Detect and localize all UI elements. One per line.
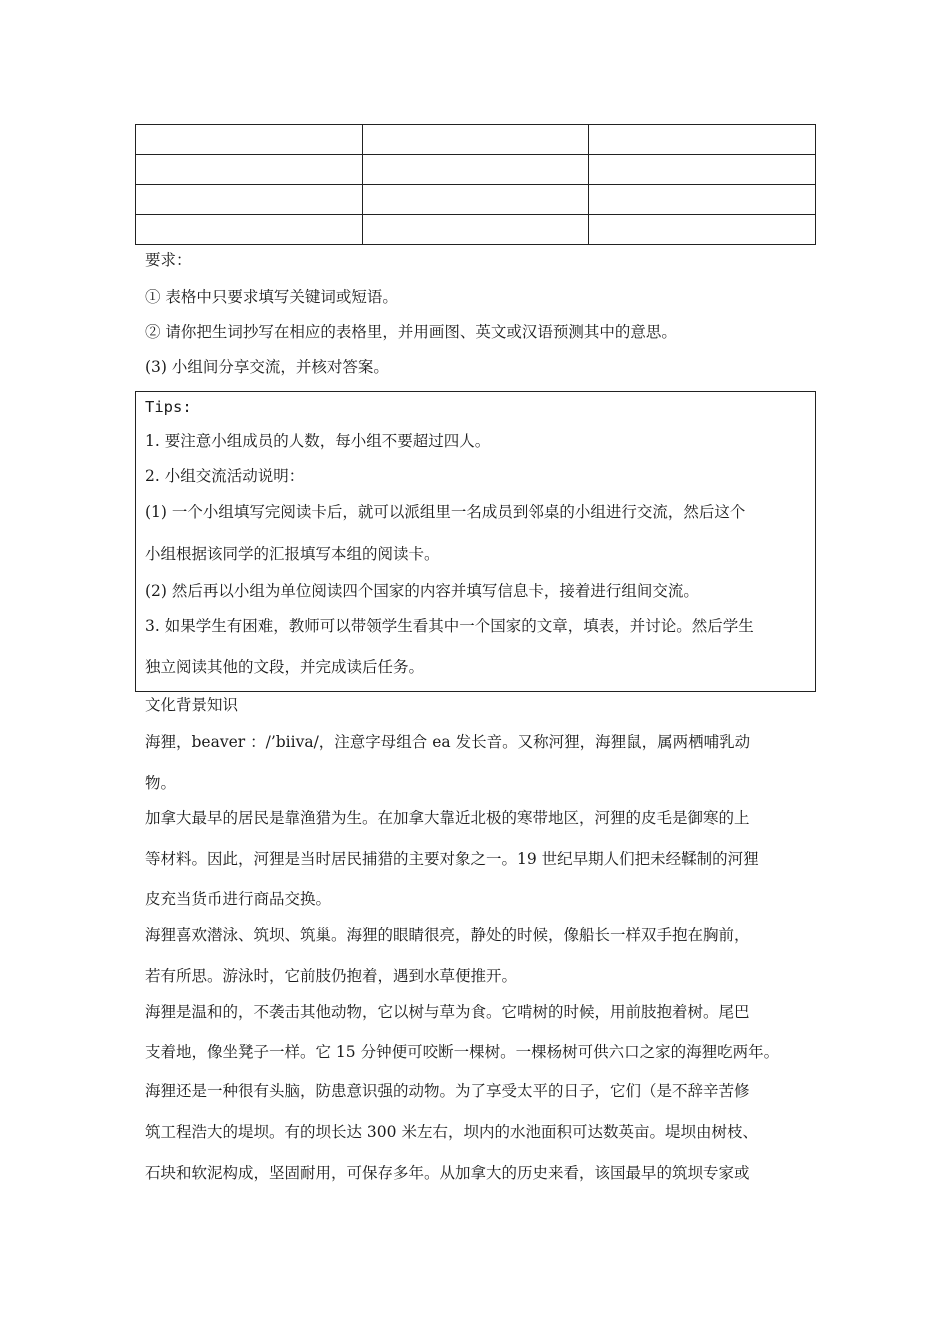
tips-line: (1) 一个小组填写完阅读卡后，就可以派组里一名成员到邻桌的小组进行交流，然后这个 xyxy=(145,503,746,521)
background-heading: 文化背景知识 xyxy=(145,696,239,714)
requirement-item: ② 请你把生词抄写在相应的表格里，并用画图、英文或汉语预测其中的意思。 xyxy=(145,323,677,341)
tips-line: 小组根据该同学的汇报填写本组的阅读卡。 xyxy=(145,545,440,563)
table-cell xyxy=(589,185,816,215)
background-line: 加拿大最早的居民是靠渔猎为生。在加拿大靠近北极的寒带地区，河狸的皮毛是御寒的上 xyxy=(145,809,750,827)
background-line: 海狸是温和的，不袭击其他动物，它以树与草为食。它啃树的时候，用前肢抱着树。尾巴 xyxy=(145,1003,750,1021)
table-cell xyxy=(362,125,589,155)
background-line: 海狸还是一种很有头脑，防患意识强的动物。为了享受太平的日子，它们（是不辞辛苦修 xyxy=(145,1082,750,1100)
table-cell xyxy=(362,155,589,185)
tips-line: 独立阅读其他的文段，并完成读后任务。 xyxy=(145,658,425,676)
background-line: 支着地，像坐凳子一样。它 15 分钟便可咬断一棵树。一棵杨树可供六口之家的海狸吃两年。 xyxy=(145,1043,780,1061)
tips-line: 1. 要注意小组成员的人数，每小组不要超过四人。 xyxy=(145,432,491,450)
background-line: 物。 xyxy=(145,774,177,792)
table-cell xyxy=(136,215,363,245)
background-line: 海狸喜欢潜泳、筑坝、筑巢。海狸的眼睛很亮，静处的时候，像船长一样双手抱在胸前， xyxy=(145,926,750,944)
tips-line: 3. 如果学生有困难，教师可以带领学生看其中一个国家的文章，填表，并讨论。然后学生 xyxy=(145,617,754,635)
background-line: 石块和软泥构成，坚固耐用，可保存多年。从加拿大的历史来看，该国最早的筑坝专家或 xyxy=(145,1164,750,1182)
tips-line: (2) 然后再以小组为单位阅读四个国家的内容并填写信息卡，接着进行组间交流。 xyxy=(145,582,699,600)
table-cell xyxy=(589,215,816,245)
table-cell xyxy=(362,185,589,215)
tips-box xyxy=(135,391,816,692)
table-row xyxy=(136,215,816,245)
background-line: 等材料。因此，河狸是当时居民捕猎的主要对象之一。19 世纪早期人们把未经鞣制的河狸 xyxy=(145,850,759,868)
tips-line: 2. 小组交流活动说明： xyxy=(145,467,305,485)
table-row xyxy=(136,155,816,185)
table-cell xyxy=(589,125,816,155)
requirements-heading: 要求： xyxy=(145,251,192,269)
table-cell xyxy=(136,155,363,185)
tips-title: Tips: xyxy=(145,398,192,416)
table-cell xyxy=(136,125,363,155)
table-row xyxy=(136,125,816,155)
reading-card-table xyxy=(135,124,816,245)
table-row xyxy=(136,185,816,215)
background-line: 筑工程浩大的堤坝。有的坝长达 300 米左右，坝内的水池面积可达数英亩。堤坝由树枝、 xyxy=(145,1123,758,1141)
background-line: 海狸，beaver ：/’biiva/，注意字母组合 ea 发长音。又称河狸，海狸鼠，属两栖哺乳动 xyxy=(145,733,751,751)
requirement-item: ① 表格中只要求填写关键词或短语。 xyxy=(145,288,398,306)
background-line: 若有所思。游泳时，它前肢仍抱着，遇到水草便推开。 xyxy=(145,967,518,985)
background-line: 皮充当货币进行商品交换。 xyxy=(145,890,332,908)
table-cell xyxy=(362,215,589,245)
table-cell xyxy=(589,155,816,185)
requirement-item: (3) 小组间分享交流，并核对答案。 xyxy=(145,358,389,376)
table-cell xyxy=(136,185,363,215)
